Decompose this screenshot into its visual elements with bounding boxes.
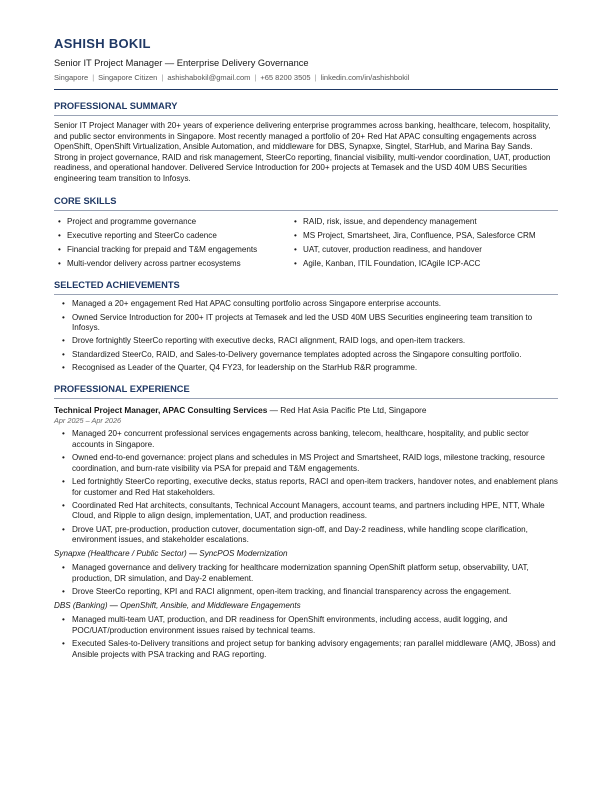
job-bullets	[54, 429, 558, 545]
list-item: • Managed multi-team UAT, production, and DR readiness for OpenShift environments, including access, audit logging, and POC/UAT/production environment issues raised by technical teams.	[54, 615, 558, 636]
contact-email[interactable]: ashishabokil@gmail.com	[167, 73, 251, 82]
skills-grid	[54, 217, 558, 270]
skill-item: • Financial tracking for prepaid and T&M engagements	[54, 245, 290, 256]
list-item: • Owned end-to-end governance: project plans and schedules in MS Project and Smartsheet, RAID logs, milestone tracking, resource coordination, and burn-rate visibility via PSA for prepaid and T&M engagements.	[54, 453, 558, 474]
header-divider	[54, 89, 558, 90]
job-dates: Apr 2025 – Apr 2026	[54, 416, 122, 426]
list-item: • Owned Service Introduction for 200+ IT projects at Temasek and led the USD 40M UBS Securities engineering team transition to Infosys.	[54, 313, 558, 334]
engagement-heading: Synapxe (Healthcare / Public Sector) — SyncPOS Modernization	[54, 549, 288, 559]
contact-line	[54, 73, 558, 83]
engagement-heading: DBS (Banking) — OpenShift, Ansible, and Middleware Engagements	[54, 601, 301, 611]
section-title: PROFESSIONAL EXPERIENCE	[54, 383, 558, 399]
contact-location: Singapore	[54, 73, 89, 82]
contact-phone: +65 8200 3505	[260, 73, 311, 82]
separator: |	[314, 73, 317, 82]
separator: |	[161, 73, 164, 82]
section-title: PROFESSIONAL SUMMARY	[54, 100, 558, 116]
skill-item: • UAT, cutover, production readiness, and handover	[290, 245, 558, 256]
list-item: • Led fortnightly SteerCo reporting, executive decks, status reports, RACI and open-item trackers, handover notes, and enablement plans for customer and Red Hat stakeholders.	[54, 477, 558, 498]
list-item: • Managed 20+ concurrent professional services engagements across banking, telecom, healthcare, hospitality, and public sector accounts in Singapore.	[54, 429, 558, 450]
list-item: • Managed governance and delivery tracking for healthcare modernization spanning OpenShift platform setup, observability, UAT, production, DR simulation, and Day-2 enablement.	[54, 563, 558, 584]
list-item: • Managed a 20+ engagement Red Hat APAC consulting portfolio across Singapore enterprise accounts.	[54, 299, 558, 310]
skill-item: • Executive reporting and SteerCo cadence	[54, 231, 290, 242]
list-item: • Standardized SteerCo, RAID, and Sales-to-Delivery governance templates adopted across the Singapore consulting portfolio.	[54, 350, 558, 361]
candidate-headline: Senior IT Project Manager — Enterprise Delivery Governance	[54, 58, 309, 68]
skill-item: • Agile, Kanban, ITIL Foundation, ICAgile ICP-ACC	[290, 259, 558, 270]
engagement-bullets	[54, 563, 558, 597]
skills-section	[54, 195, 558, 270]
candidate-name: ASHISH BOKIL	[54, 36, 151, 51]
list-item: • Recognised as Leader of the Quarter, Q4 FY23, for leadership on the StarHub R&R programme.	[54, 363, 558, 374]
section-title: SELECTED ACHIEVEMENTS	[54, 279, 558, 295]
experience-section	[54, 383, 558, 660]
contact-linkedin[interactable]: linkedin.com/in/ashishbokil	[320, 73, 410, 82]
list-item: • Coordinated Red Hat architects, consultants, Technical Account Managers, account teams, and partners including HPE, NTT, Whale Cloud, and Ripple to align design, implementation, UAT, and production readiness.	[54, 501, 558, 522]
section-title: CORE SKILLS	[54, 195, 558, 211]
skill-item: • MS Project, Smartsheet, Jira, Confluence, PSA, Salesforce CRM	[290, 231, 558, 242]
achievements-section	[54, 279, 558, 373]
job-title-line	[54, 405, 558, 416]
skill-item: • RAID, risk, issue, and dependency management	[290, 217, 558, 228]
separator: |	[254, 73, 257, 82]
list-item: • Drove SteerCo reporting, KPI and RACI alignment, open-item tracking, and financial transparency across the engagement.	[54, 587, 558, 598]
contact-citizenship: Singapore Citizen	[98, 73, 158, 82]
skill-item: • Project and programme governance	[54, 217, 290, 228]
list-item: • Drove UAT, pre-production, production cutover, documentation sign-off, and Day-2 readiness, while handling scope clarification, environment issues, and stakeholder escalations.	[54, 525, 558, 546]
job-role: Technical Project Manager, APAC Consulting Services	[54, 405, 268, 416]
job-company: — Red Hat Asia Pacific Pte Ltd, Singapore	[267, 405, 427, 416]
summary-section	[54, 100, 558, 185]
separator: |	[92, 73, 95, 82]
engagement-bullets	[54, 615, 558, 660]
list-item: • Drove fortnightly SteerCo reporting with executive decks, RACI alignment, RAID logs, and open-item trackers.	[54, 336, 558, 347]
summary-text: Senior IT Project Manager with 20+ years of experience delivering enterprise programmes across banking, healthcare, telecom, hospitality, and public sector environments in Singapore. Most recently managed a portfolio of 20+ Red Hat APAC consulting engagements across OpenShift, OpenShift Virtualization, Ansible Automation, and middleware for DBS, Synapxe, Singtel, StarHub, and Marina Bay Sands. Strong in project governance, RAID and risk management, SteerCo reporting, financial visibility, multi-vendor coordination, UAT, production readiness, and operational handover. Delivered Service Introduction for 200+ projects at Temasek and the USD 40M UBS Securities engineering team transition to Infosys.	[54, 121, 551, 183]
list-item: • Executed Sales-to-Delivery transitions and project setup for banking advisory engagements; ran parallel middleware (AMQ, JBoss) and Ansible projects with PSA tracking and RAG reporting.	[54, 639, 558, 660]
achievements-list	[54, 299, 558, 373]
skill-item: • Multi-vendor delivery across partner ecosystems	[54, 259, 290, 270]
resume-content	[54, 36, 558, 663]
